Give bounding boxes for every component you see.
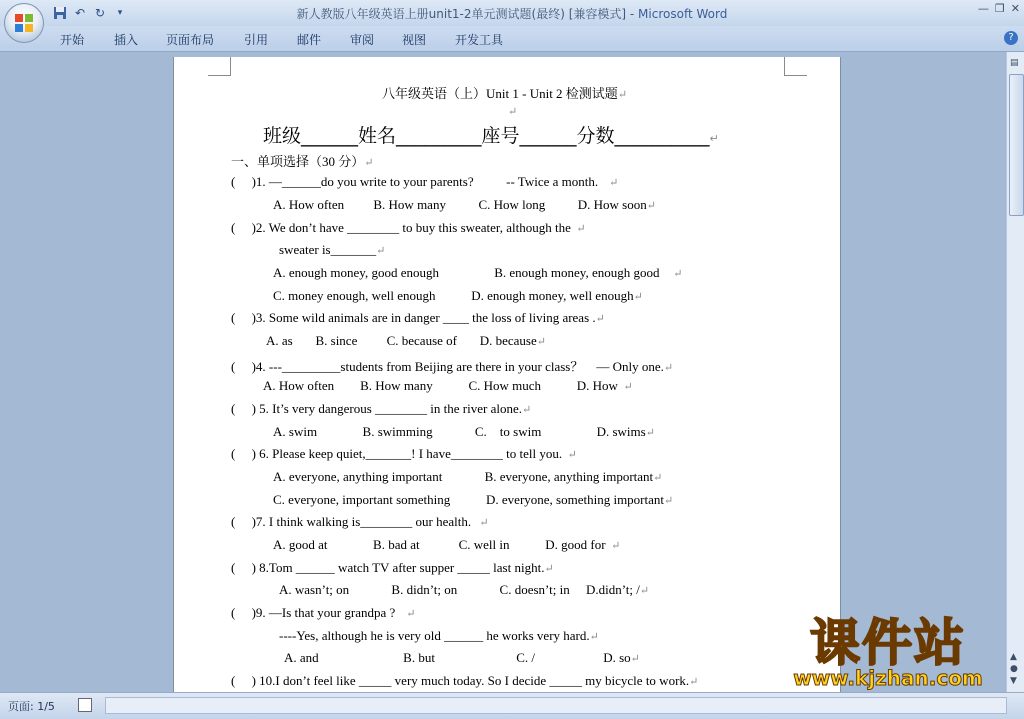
horizontal-scrollbar[interactable] [105, 697, 1007, 714]
help-icon[interactable]: ? [1004, 31, 1018, 45]
scroll-thumb[interactable] [1009, 74, 1024, 216]
proofing-icon[interactable] [78, 698, 92, 712]
status-bar [0, 692, 1024, 719]
section-heading: 一、单项选择（30 分）↵ [231, 154, 374, 169]
previous-page-icon[interactable]: ▲ [1010, 652, 1017, 662]
vertical-scrollbar[interactable] [1006, 52, 1024, 692]
option-line: A. wasn’t; on B. didn’t; on C. doesn’t; in D.didn’t; /↵ [279, 582, 650, 597]
doc-title: 八年级英语（上）Unit 1 - Unit 2 检测试题↵ [382, 86, 628, 101]
option-line: A. as B. since C. because of D. because↵ [266, 333, 546, 348]
tab-view[interactable]: 视图 [402, 33, 427, 47]
question-line: ( )2. We don’t have ________ to buy this sweater, although the ↵ [231, 220, 586, 235]
option-line: A. How often B. How many C. How much D. How ↵ [263, 378, 633, 393]
tab-developer[interactable]: 开发工具 [455, 33, 504, 47]
option-line: A. How often B. How many C. How long D. How soon↵ [273, 197, 656, 212]
title-separator: - [626, 7, 639, 21]
question-line: ( )3. Some wild animals are in danger ____ the loss of living areas .↵ [231, 310, 605, 325]
tab-references[interactable]: 引用 [244, 33, 269, 47]
question-line: ( )1. —______do you write to your parents? -- Twice a month. ↵ [231, 174, 619, 189]
watermark-name: 课件站 [810, 614, 966, 672]
document-workspace [0, 52, 1006, 692]
undo-icon[interactable]: ↶ [74, 6, 86, 20]
option-line: C. money enough, well enough D. enough money, well enough↵ [273, 288, 643, 303]
question-line: ( ) 10.I don’t feel like _____ very much today. So I decide _____ my bicycle to work.↵ [231, 673, 699, 688]
option-line: A. everyone, anything important B. everyone, anything important↵ [273, 469, 663, 484]
tab-insert[interactable]: 插入 [114, 33, 139, 47]
tab-page-layout[interactable]: 页面布局 [166, 33, 215, 47]
tab-review[interactable]: 审阅 [350, 33, 375, 47]
question-line: ----Yes, although he is very old ______ he works very hard.↵ [279, 628, 599, 643]
option-line: C. everyone, important something D. everyone, something important↵ [273, 492, 674, 507]
page-counter[interactable]: 页面: 1/5 [8, 700, 55, 713]
ruler-toggle-icon[interactable]: ▤ [1010, 58, 1019, 68]
ribbon-tabs [0, 26, 1024, 52]
tab-home[interactable]: 开始 [60, 33, 85, 47]
student-info-line: 班级______姓名_________座号______分数__________↵ [263, 125, 719, 147]
document-page[interactable] [173, 57, 841, 692]
customize-toolbar-icon[interactable]: ▾ [117, 8, 123, 18]
question-line: ( )9. —Is that your grandpa ? ↵ [231, 605, 416, 620]
question-line: ( )7. I think walking is________ our health. ↵ [231, 514, 489, 529]
watermark-url: www.kjzhan.com [793, 666, 983, 690]
margin-mark-right [784, 57, 807, 76]
tab-mailings[interactable]: 邮件 [297, 33, 322, 47]
title-bar [0, 0, 1024, 26]
question-line: ( ) 6. Please keep quiet,_______! I have________ to tell you. ↵ [231, 446, 577, 461]
option-line: A. and B. but C. / D. so↵ [284, 650, 640, 665]
question-line: ( )4. ---_________students from Beijing are there in your class？ — Only one.↵ [231, 359, 674, 374]
option-line: A. enough money, good enough B. enough money, enough good ↵ [273, 265, 683, 280]
window-controls [978, 2, 1020, 15]
empty-paragraph-mark: ↵ [508, 106, 518, 118]
question-line: ( ) 8.Tom ______ watch TV after supper _____ last night.↵ [231, 560, 554, 575]
office-logo-icon [14, 13, 34, 33]
option-line: A. good at B. bad at C. well in D. good for ↵ [273, 537, 621, 552]
app-name: Microsoft Word [638, 7, 728, 21]
close-icon[interactable]: ✕ [1010, 2, 1020, 15]
margin-mark-left [208, 57, 231, 76]
minimize-icon[interactable]: — [977, 2, 989, 15]
redo-icon[interactable]: ↻ [94, 6, 106, 20]
select-browse-object-icon[interactable]: ● [1010, 664, 1018, 674]
question-line: sweater is_______↵ [279, 242, 386, 257]
site-watermark [772, 616, 1004, 690]
office-button[interactable] [4, 3, 44, 43]
restore-icon[interactable]: ❐ [994, 2, 1005, 15]
question-line: ( ) 5. It’s very dangerous ________ in the river alone.↵ [231, 401, 532, 416]
next-page-icon[interactable]: ▼ [1010, 676, 1017, 686]
document-title: 新人教版八年级英语上册unit1-2单元测试题(最终) [兼容模式] [296, 7, 627, 21]
window-title [0, 5, 1024, 22]
option-line: A. swim B. swimming C. to swim D. swims↵ [273, 424, 655, 439]
